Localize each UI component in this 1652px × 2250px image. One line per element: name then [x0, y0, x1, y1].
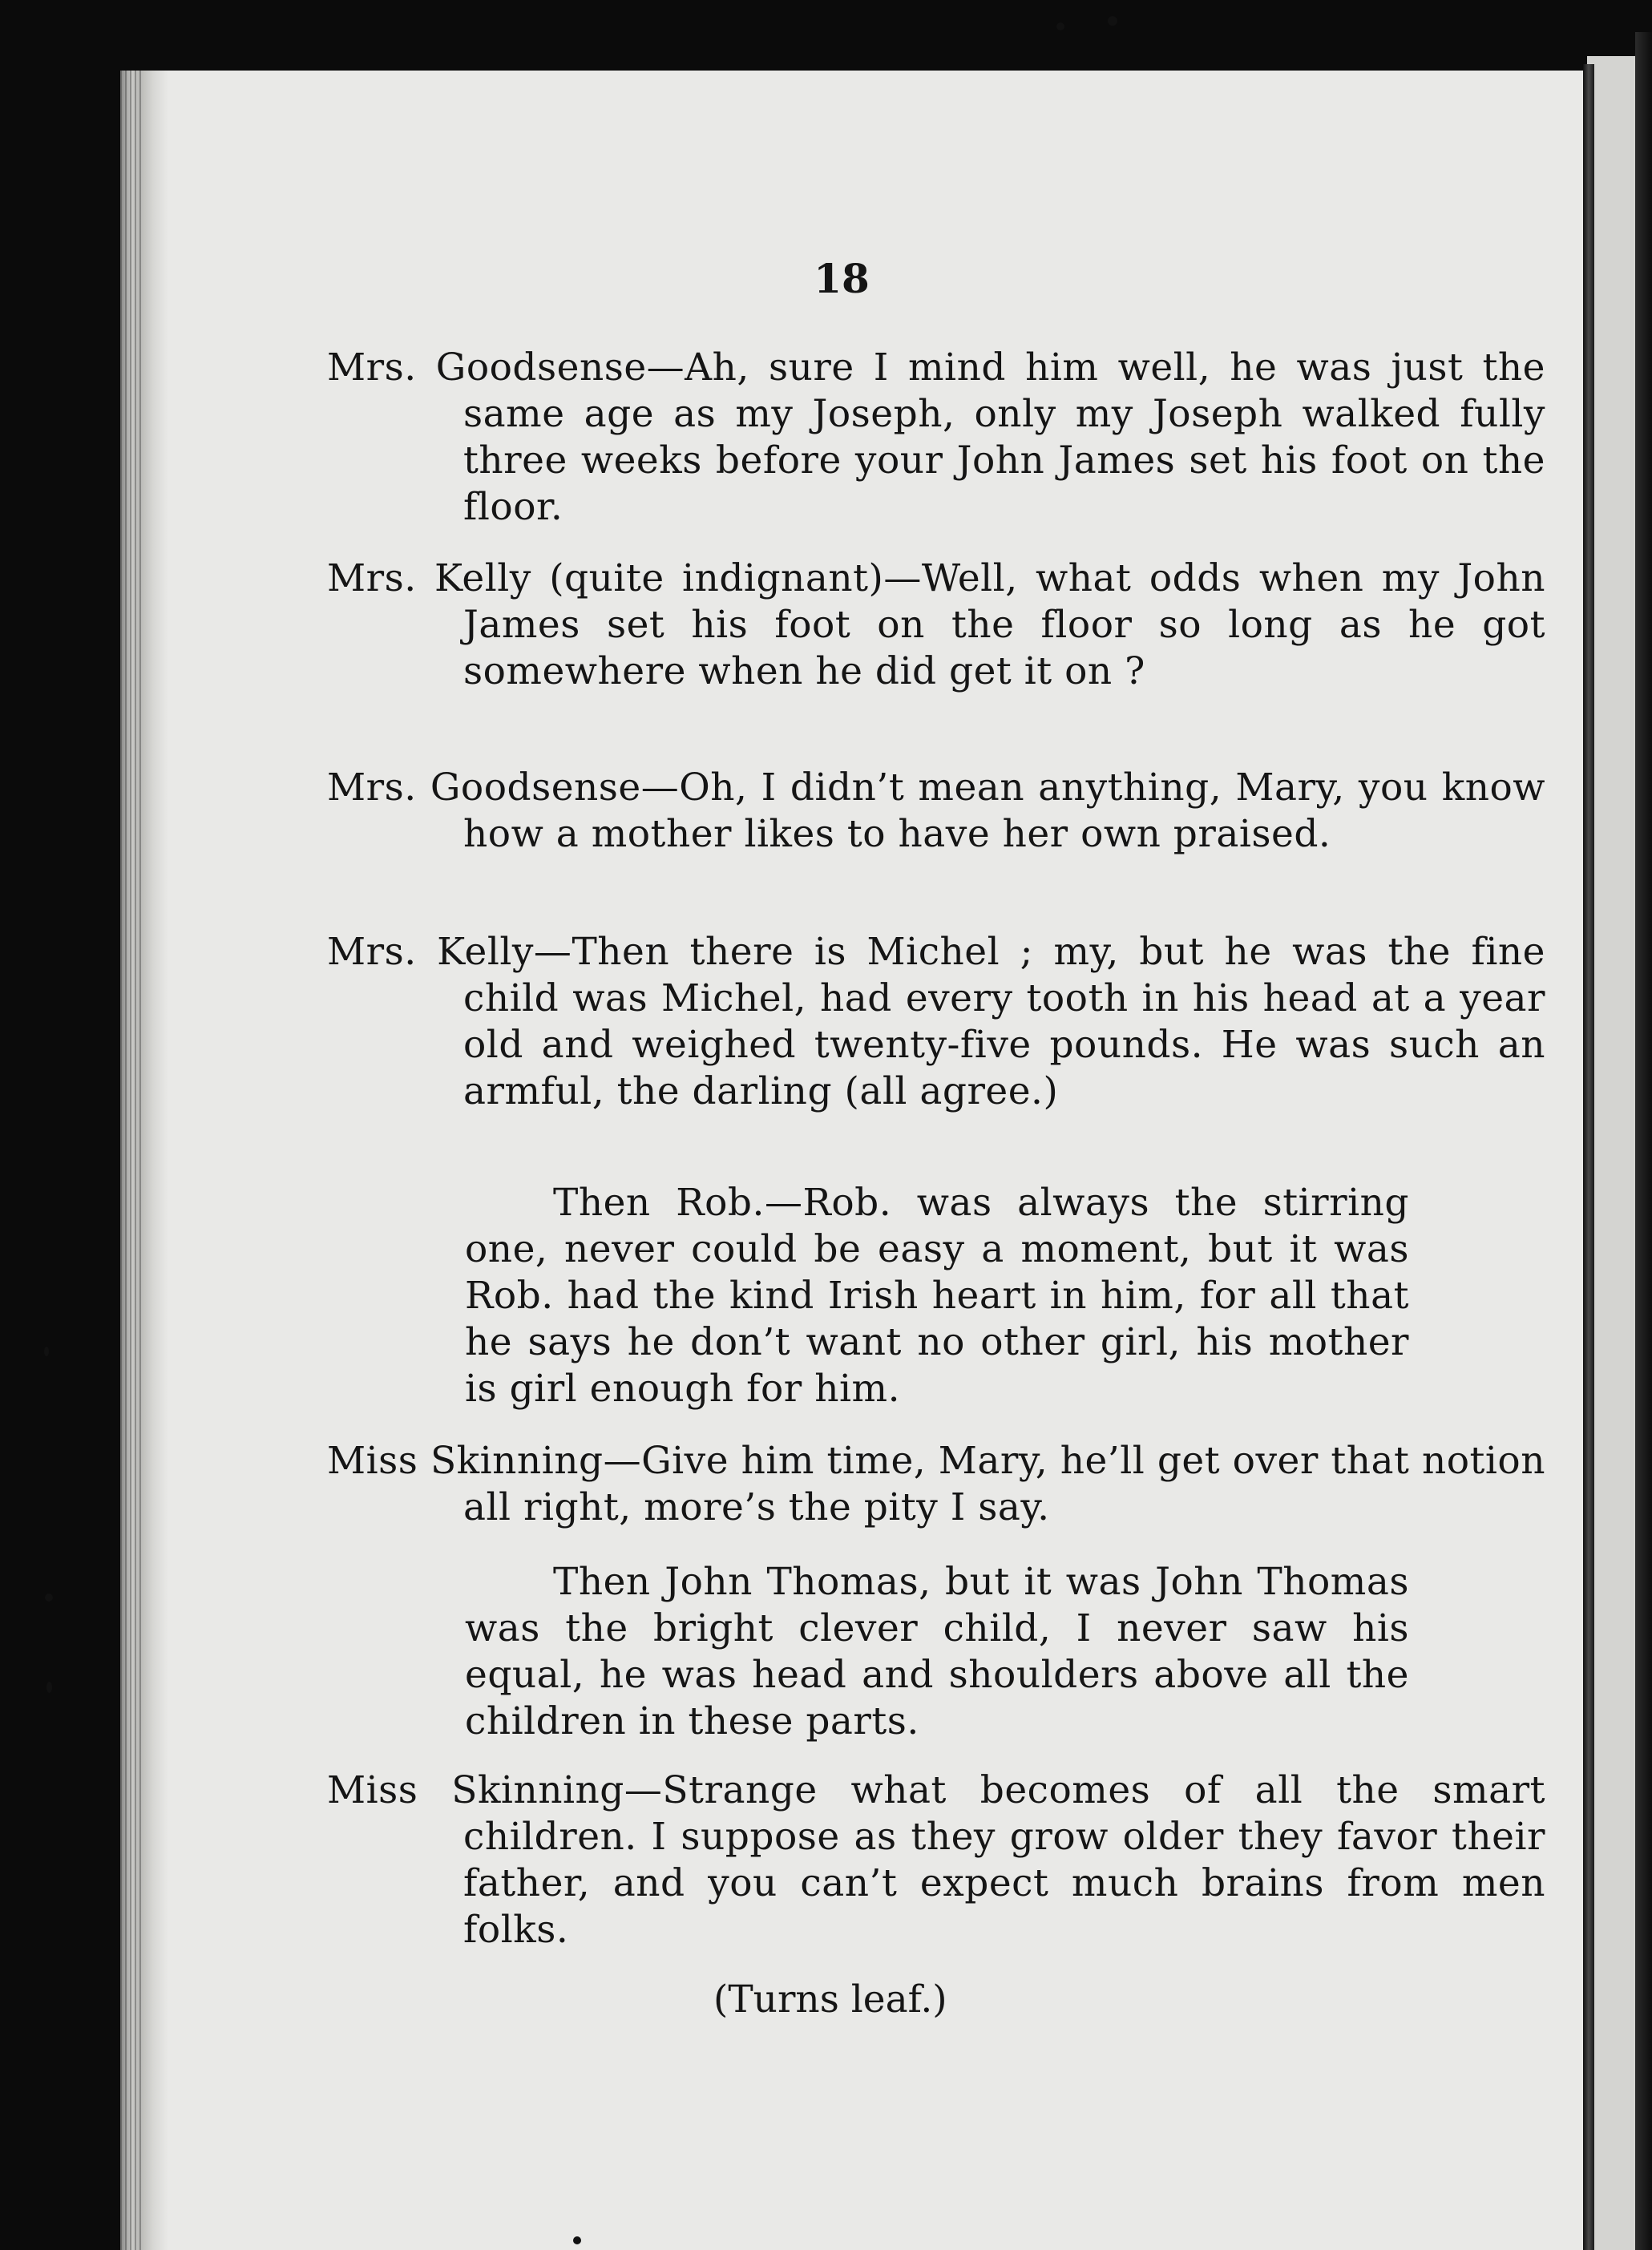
passage [327, 555, 1545, 695]
passage-text: Ah, sure I mind him well, he was just the same age as my Joseph, only my Joseph walked fully three weeks before your John James set his foot on the floor. [463, 345, 1545, 529]
passage-text: Oh, I didn’t mean anything, Mary, you know how a mother likes to have her own praised. [463, 765, 1545, 856]
speaker-name: Mrs. Kelly— [327, 930, 572, 974]
passage-text: Then there is Michel ; my, but he was the fine child was Michel, had every tooth in his head at a year old and weighed twenty-five pounds. He was such an armful, the darling (all agree.) [463, 930, 1545, 1113]
passage [327, 765, 1545, 858]
passage-continuation: Then Rob.—Rob. was always the stirring one, never could be easy a moment, but it was Rob. had the kind Irish heart in him, for all that he says he don’t want no other girl, his mother is girl enough for him. [465, 1181, 1409, 1411]
passage-text: Strange what becomes of all the smart children. I suppose as they grow older they favor their father, and you can’t expect much brains from men folks. [463, 1768, 1545, 1952]
passage [327, 1438, 1545, 1531]
passage [327, 1767, 1545, 1953]
passage-text: Well, what odds when my John James set his foot on the floor so long as he got somewhere when he did get it on ? [463, 556, 1546, 693]
passage-continuation: Then John Thomas, but it was John Thomas was the bright clever child, I never saw his equal, he was head and shoulders above all the children in these parts. [465, 1560, 1409, 1743]
speaker-name: Miss Skinning— [327, 1439, 642, 1483]
passage [327, 929, 1545, 1115]
speaker-name: Mrs. Goodsense— [327, 765, 680, 810]
passage [327, 345, 1545, 531]
speaker-name: Mrs. Goodsense— [327, 345, 685, 390]
speaker-name: Miss Skinning— [327, 1768, 663, 1812]
stage-direction: (Turns leaf.) [713, 1977, 947, 2022]
passage-text: Give him time, Mary, he’ll get over that notion all right, more’s the pity I say. [463, 1439, 1545, 1529]
page-number: 18 [814, 255, 870, 302]
speaker-name: Mrs. Kelly (quite indignant)— [327, 556, 922, 600]
